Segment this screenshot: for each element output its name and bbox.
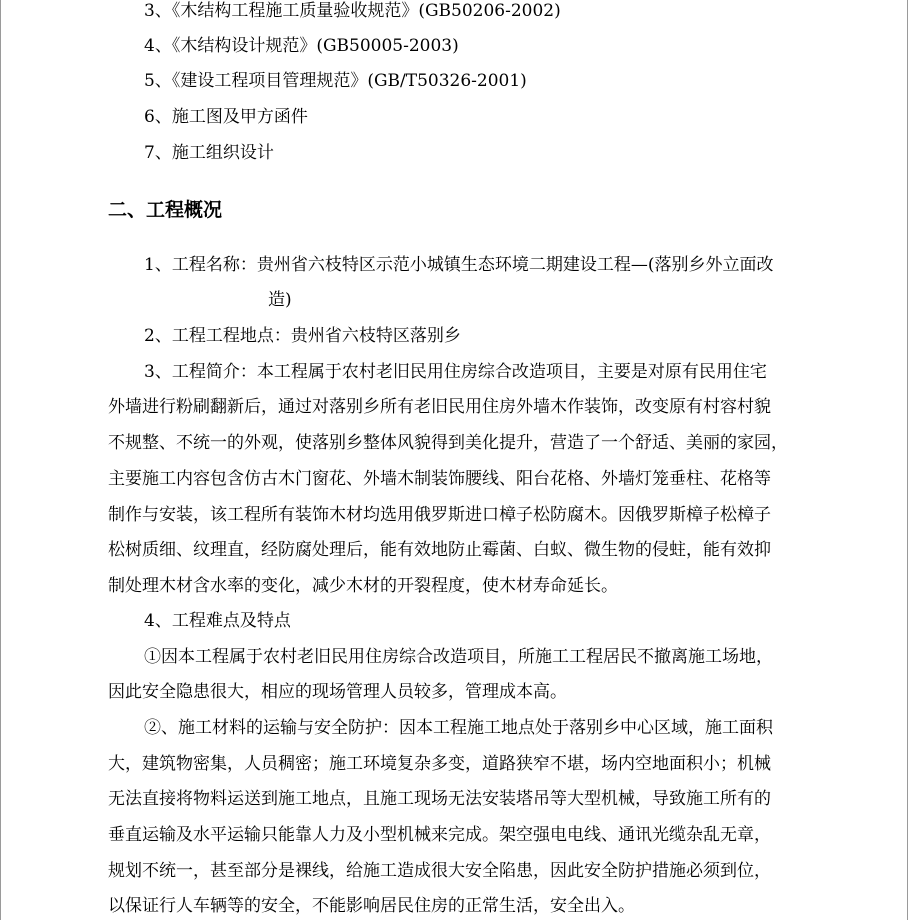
reference-item-4: 4、《木结构设计规范》(GB50005-2003) [144, 36, 459, 56]
intro-line-5: 制作与安装，该工程所有装饰木材均选用俄罗斯进口樟子松防腐木。因俄罗斯樟子松樟子 [108, 505, 771, 525]
reference-item-7: 7、施工组织设计 [144, 143, 274, 163]
project-name-line-1: 1、工程名称：贵州省六枝特区示范小城镇生态环境二期建设工程—(落别乡外立面改 [144, 255, 774, 275]
intro-line-4: 主要施工内容包含仿古木门窗花、外墙木制装饰腰线、阳台花格、外墙灯笼垂柱、花格等 [108, 469, 771, 489]
intro-line-7: 制处理木材含水率的变化，减少木材的开裂程度，使木材寿命延长。 [108, 576, 618, 596]
difficulty-2-line-5: 规划不统一，甚至部分是裸线，给施工造成很大安全陷患，因此安全防护措施必须到位， [108, 861, 771, 881]
reference-item-6: 6、施工图及甲方函件 [144, 107, 308, 127]
difficulty-1-line-1: ①因本工程属于农村老旧民用住房综合改造项目，所施工工程居民不撤离施工场地， [144, 647, 773, 667]
project-name-line-2: 造) [268, 290, 292, 310]
difficulty-1-line-2: 因此安全隐患很大，相应的现场管理人员较多，管理成本高。 [108, 682, 567, 702]
intro-line-6: 松树质细、纹理直，经防腐处理后，能有效地防止霉菌、白蚁、微生物的侵蛀，能有效抑 [108, 540, 771, 560]
difficulty-2-line-2: 大，建筑物密集，人员稠密；施工环境复杂多变，道路狭窄不堪，场内空地面积小；机械 [108, 754, 771, 774]
difficulty-2-line-6: 以保证行人车辆等的安全，不能影响居民住房的正常生活，安全出入。 [108, 896, 635, 916]
difficulty-2-line-1: ②、施工材料的运输与安全防护：因本工程施工地点处于落别乡中心区域，施工面积 [144, 718, 773, 738]
reference-item-3: 3、《木结构工程施工质量验收规范》(GB50206-2002) [144, 1, 561, 21]
intro-line-2: 外墙进行粉刷翻新后，通过对落别乡所有老旧民用住房外墙木作装饰，改变原有村容村貌 [108, 397, 771, 417]
difficulty-2-line-4: 垂直运输及水平运输只能靠人力及小型机械来完成。架空强电电线、通讯光缆杂乱无章， [108, 825, 771, 845]
intro-line-1: 3、工程简介：本工程属于农村老旧民用住房综合改造项目，主要是对原有民用住宅 [144, 362, 767, 382]
section-heading: 二、工程概况 [108, 199, 223, 221]
project-location: 2、工程工程地点：贵州省六枝特区落别乡 [144, 326, 461, 346]
difficulty-2-line-3: 无法直接将物料运送到施工地点，且施工现场无法安装塔吊等大型机械，导致施工所有的 [108, 789, 771, 809]
intro-line-3: 不规整、不统一的外观，使落别乡整体风貌得到美化提升，营造了一个舒适、美丽的家园， [108, 433, 788, 453]
page-border-left [0, 0, 1, 920]
difficulties-heading: 4、工程难点及特点 [144, 611, 291, 631]
reference-item-5: 5、《建设工程项目管理规范》(GB/T50326-2001) [144, 71, 527, 91]
